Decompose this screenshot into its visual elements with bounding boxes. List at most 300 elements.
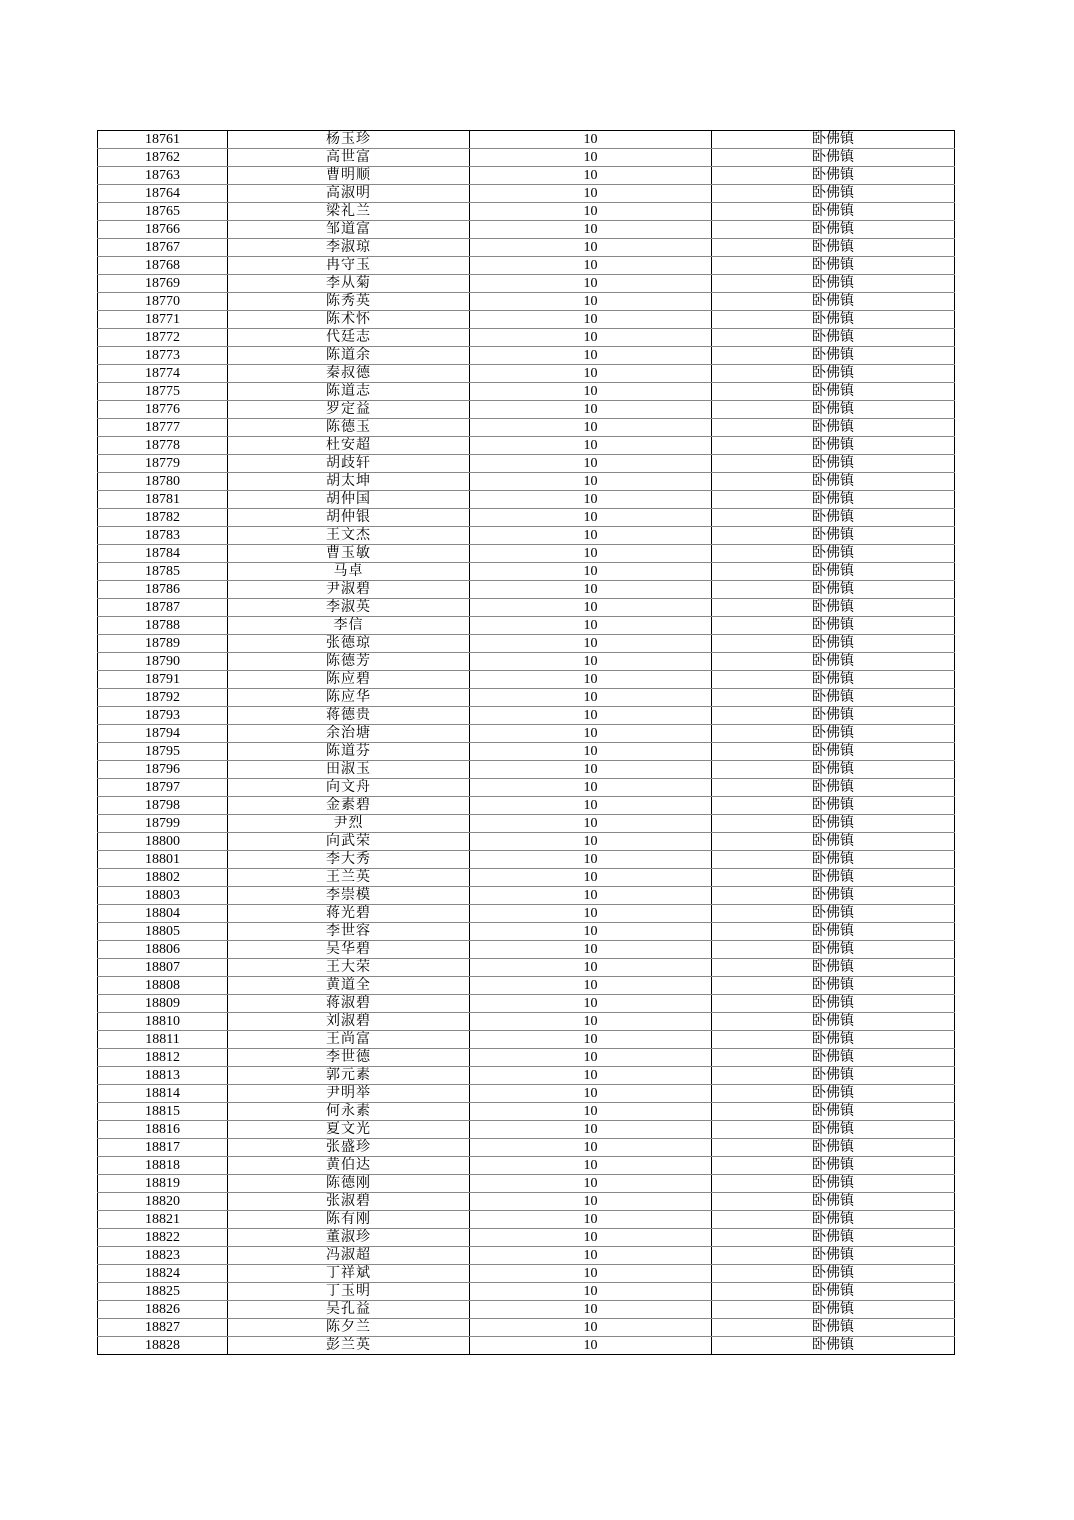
row-name-cell: 彭兰英 bbox=[228, 1337, 470, 1355]
row-amount-cell: 10 bbox=[470, 401, 712, 419]
row-id-cell: 18824 bbox=[98, 1265, 228, 1283]
row-id-cell: 18799 bbox=[98, 815, 228, 833]
row-town-cell: 卧佛镇 bbox=[712, 455, 955, 473]
row-amount-cell: 10 bbox=[470, 239, 712, 257]
row-id-cell: 18776 bbox=[98, 401, 228, 419]
row-name-cell: 高世富 bbox=[228, 149, 470, 167]
row-id-cell: 18828 bbox=[98, 1337, 228, 1355]
row-id-cell: 18808 bbox=[98, 977, 228, 995]
row-id-cell: 18781 bbox=[98, 491, 228, 509]
row-town-cell: 卧佛镇 bbox=[712, 779, 955, 797]
row-amount-cell: 10 bbox=[470, 869, 712, 887]
row-id-cell: 18780 bbox=[98, 473, 228, 491]
row-name-cell: 吴华碧 bbox=[228, 941, 470, 959]
table-row bbox=[98, 1139, 955, 1157]
table-row bbox=[98, 1103, 955, 1121]
row-amount-cell: 10 bbox=[470, 797, 712, 815]
row-name-cell: 胡歧轩 bbox=[228, 455, 470, 473]
row-town-cell: 卧佛镇 bbox=[712, 293, 955, 311]
row-town-cell: 卧佛镇 bbox=[712, 671, 955, 689]
row-amount-cell: 10 bbox=[470, 131, 712, 149]
row-name-cell: 陈术怀 bbox=[228, 311, 470, 329]
row-name-cell: 胡太坤 bbox=[228, 473, 470, 491]
table-row bbox=[98, 689, 955, 707]
row-town-cell: 卧佛镇 bbox=[712, 509, 955, 527]
row-id-cell: 18774 bbox=[98, 365, 228, 383]
row-town-cell: 卧佛镇 bbox=[712, 203, 955, 221]
row-town-cell: 卧佛镇 bbox=[712, 419, 955, 437]
row-amount-cell: 10 bbox=[470, 887, 712, 905]
table-row bbox=[98, 1049, 955, 1067]
row-amount-cell: 10 bbox=[470, 959, 712, 977]
table-row bbox=[98, 581, 955, 599]
row-name-cell: 李信 bbox=[228, 617, 470, 635]
row-town-cell: 卧佛镇 bbox=[712, 383, 955, 401]
row-amount-cell: 10 bbox=[470, 383, 712, 401]
row-amount-cell: 10 bbox=[470, 905, 712, 923]
row-amount-cell: 10 bbox=[470, 1067, 712, 1085]
row-amount-cell: 10 bbox=[470, 1013, 712, 1031]
table-row bbox=[98, 1229, 955, 1247]
table-row bbox=[98, 455, 955, 473]
row-id-cell: 18779 bbox=[98, 455, 228, 473]
row-name-cell: 陈道芬 bbox=[228, 743, 470, 761]
row-name-cell: 张淑碧 bbox=[228, 1193, 470, 1211]
row-name-cell: 刘淑碧 bbox=[228, 1013, 470, 1031]
row-amount-cell: 10 bbox=[470, 1121, 712, 1139]
row-amount-cell: 10 bbox=[470, 1175, 712, 1193]
row-town-cell: 卧佛镇 bbox=[712, 275, 955, 293]
row-id-cell: 18809 bbox=[98, 995, 228, 1013]
row-amount-cell: 10 bbox=[470, 941, 712, 959]
row-amount-cell: 10 bbox=[470, 221, 712, 239]
row-amount-cell: 10 bbox=[470, 617, 712, 635]
table-row bbox=[98, 1247, 955, 1265]
row-town-cell: 卧佛镇 bbox=[712, 977, 955, 995]
row-id-cell: 18764 bbox=[98, 185, 228, 203]
row-id-cell: 18782 bbox=[98, 509, 228, 527]
row-id-cell: 18794 bbox=[98, 725, 228, 743]
table-row bbox=[98, 743, 955, 761]
row-name-cell: 罗定益 bbox=[228, 401, 470, 419]
row-amount-cell: 10 bbox=[470, 1211, 712, 1229]
row-town-cell: 卧佛镇 bbox=[712, 563, 955, 581]
row-name-cell: 丁玉明 bbox=[228, 1283, 470, 1301]
row-id-cell: 18811 bbox=[98, 1031, 228, 1049]
row-name-cell: 杨玉珍 bbox=[228, 131, 470, 149]
row-amount-cell: 10 bbox=[470, 1049, 712, 1067]
row-id-cell: 18804 bbox=[98, 905, 228, 923]
row-town-cell: 卧佛镇 bbox=[712, 1031, 955, 1049]
table-row bbox=[98, 401, 955, 419]
row-id-cell: 18763 bbox=[98, 167, 228, 185]
table-row bbox=[98, 257, 955, 275]
row-id-cell: 18787 bbox=[98, 599, 228, 617]
row-name-cell: 冉守玉 bbox=[228, 257, 470, 275]
table-row bbox=[98, 1283, 955, 1301]
table-row bbox=[98, 1121, 955, 1139]
row-id-cell: 18805 bbox=[98, 923, 228, 941]
table-row bbox=[98, 1175, 955, 1193]
row-id-cell: 18770 bbox=[98, 293, 228, 311]
row-id-cell: 18826 bbox=[98, 1301, 228, 1319]
row-amount-cell: 10 bbox=[470, 203, 712, 221]
row-town-cell: 卧佛镇 bbox=[712, 1247, 955, 1265]
table-row bbox=[98, 761, 955, 779]
row-name-cell: 李淑英 bbox=[228, 599, 470, 617]
row-id-cell: 18823 bbox=[98, 1247, 228, 1265]
row-amount-cell: 10 bbox=[470, 653, 712, 671]
row-name-cell: 丁祥斌 bbox=[228, 1265, 470, 1283]
row-amount-cell: 10 bbox=[470, 275, 712, 293]
table-row bbox=[98, 905, 955, 923]
row-name-cell: 陈德芳 bbox=[228, 653, 470, 671]
row-amount-cell: 10 bbox=[470, 1337, 712, 1355]
row-id-cell: 18827 bbox=[98, 1319, 228, 1337]
row-town-cell: 卧佛镇 bbox=[712, 1193, 955, 1211]
row-name-cell: 李世容 bbox=[228, 923, 470, 941]
row-name-cell: 李世德 bbox=[228, 1049, 470, 1067]
row-name-cell: 尹明举 bbox=[228, 1085, 470, 1103]
table-row bbox=[98, 1301, 955, 1319]
row-town-cell: 卧佛镇 bbox=[712, 1139, 955, 1157]
row-amount-cell: 10 bbox=[470, 779, 712, 797]
row-name-cell: 郭元素 bbox=[228, 1067, 470, 1085]
row-town-cell: 卧佛镇 bbox=[712, 329, 955, 347]
row-town-cell: 卧佛镇 bbox=[712, 851, 955, 869]
row-id-cell: 18772 bbox=[98, 329, 228, 347]
row-town-cell: 卧佛镇 bbox=[712, 1319, 955, 1337]
row-name-cell: 何永素 bbox=[228, 1103, 470, 1121]
row-name-cell: 胡仲国 bbox=[228, 491, 470, 509]
row-id-cell: 18820 bbox=[98, 1193, 228, 1211]
row-town-cell: 卧佛镇 bbox=[712, 1013, 955, 1031]
row-name-cell: 陈应华 bbox=[228, 689, 470, 707]
row-amount-cell: 10 bbox=[470, 977, 712, 995]
table-row bbox=[98, 923, 955, 941]
table-row bbox=[98, 1193, 955, 1211]
row-amount-cell: 10 bbox=[470, 329, 712, 347]
row-amount-cell: 10 bbox=[470, 851, 712, 869]
row-town-cell: 卧佛镇 bbox=[712, 905, 955, 923]
table-row bbox=[98, 167, 955, 185]
row-name-cell: 陈道余 bbox=[228, 347, 470, 365]
row-name-cell: 杜安超 bbox=[228, 437, 470, 455]
row-town-cell: 卧佛镇 bbox=[712, 797, 955, 815]
row-town-cell: 卧佛镇 bbox=[712, 869, 955, 887]
row-amount-cell: 10 bbox=[470, 473, 712, 491]
table-row bbox=[98, 1013, 955, 1031]
row-town-cell: 卧佛镇 bbox=[712, 221, 955, 239]
table-row bbox=[98, 1319, 955, 1337]
row-name-cell: 田淑玉 bbox=[228, 761, 470, 779]
row-amount-cell: 10 bbox=[470, 1139, 712, 1157]
row-amount-cell: 10 bbox=[470, 185, 712, 203]
table-row bbox=[98, 491, 955, 509]
row-amount-cell: 10 bbox=[470, 257, 712, 275]
row-amount-cell: 10 bbox=[470, 1265, 712, 1283]
row-id-cell: 18790 bbox=[98, 653, 228, 671]
table-row bbox=[98, 833, 955, 851]
row-amount-cell: 10 bbox=[470, 509, 712, 527]
row-town-cell: 卧佛镇 bbox=[712, 311, 955, 329]
row-name-cell: 王文杰 bbox=[228, 527, 470, 545]
row-town-cell: 卧佛镇 bbox=[712, 1049, 955, 1067]
row-amount-cell: 10 bbox=[470, 437, 712, 455]
row-id-cell: 18812 bbox=[98, 1049, 228, 1067]
row-id-cell: 18813 bbox=[98, 1067, 228, 1085]
row-amount-cell: 10 bbox=[470, 527, 712, 545]
table-row bbox=[98, 311, 955, 329]
row-town-cell: 卧佛镇 bbox=[712, 365, 955, 383]
row-town-cell: 卧佛镇 bbox=[712, 131, 955, 149]
row-id-cell: 18784 bbox=[98, 545, 228, 563]
row-town-cell: 卧佛镇 bbox=[712, 599, 955, 617]
row-name-cell: 陈夕兰 bbox=[228, 1319, 470, 1337]
row-name-cell: 王兰英 bbox=[228, 869, 470, 887]
row-town-cell: 卧佛镇 bbox=[712, 1283, 955, 1301]
table-row bbox=[98, 977, 955, 995]
table-row bbox=[98, 149, 955, 167]
table-row bbox=[98, 131, 955, 149]
table-row bbox=[98, 239, 955, 257]
row-name-cell: 李淑琼 bbox=[228, 239, 470, 257]
row-id-cell: 18793 bbox=[98, 707, 228, 725]
table-row bbox=[98, 995, 955, 1013]
row-town-cell: 卧佛镇 bbox=[712, 473, 955, 491]
row-id-cell: 18765 bbox=[98, 203, 228, 221]
row-name-cell: 张盛珍 bbox=[228, 1139, 470, 1157]
row-id-cell: 18806 bbox=[98, 941, 228, 959]
row-id-cell: 18762 bbox=[98, 149, 228, 167]
table-row bbox=[98, 725, 955, 743]
row-name-cell: 陈应碧 bbox=[228, 671, 470, 689]
row-town-cell: 卧佛镇 bbox=[712, 689, 955, 707]
row-name-cell: 胡仲银 bbox=[228, 509, 470, 527]
table-row bbox=[98, 707, 955, 725]
row-town-cell: 卧佛镇 bbox=[712, 815, 955, 833]
table-row bbox=[98, 527, 955, 545]
row-town-cell: 卧佛镇 bbox=[712, 1067, 955, 1085]
row-amount-cell: 10 bbox=[470, 1193, 712, 1211]
row-id-cell: 18773 bbox=[98, 347, 228, 365]
row-town-cell: 卧佛镇 bbox=[712, 527, 955, 545]
row-name-cell: 金素碧 bbox=[228, 797, 470, 815]
row-name-cell: 高淑明 bbox=[228, 185, 470, 203]
row-id-cell: 18777 bbox=[98, 419, 228, 437]
row-id-cell: 18814 bbox=[98, 1085, 228, 1103]
row-id-cell: 18769 bbox=[98, 275, 228, 293]
table-row bbox=[98, 1337, 955, 1355]
row-name-cell: 余治塘 bbox=[228, 725, 470, 743]
row-amount-cell: 10 bbox=[470, 1085, 712, 1103]
table-row bbox=[98, 599, 955, 617]
row-amount-cell: 10 bbox=[470, 1103, 712, 1121]
row-name-cell: 李崇模 bbox=[228, 887, 470, 905]
row-name-cell: 曹明顺 bbox=[228, 167, 470, 185]
row-amount-cell: 10 bbox=[470, 1031, 712, 1049]
row-town-cell: 卧佛镇 bbox=[712, 1157, 955, 1175]
row-name-cell: 蒋德贵 bbox=[228, 707, 470, 725]
row-id-cell: 18810 bbox=[98, 1013, 228, 1031]
table-row bbox=[98, 1085, 955, 1103]
row-id-cell: 18783 bbox=[98, 527, 228, 545]
row-id-cell: 18802 bbox=[98, 869, 228, 887]
row-amount-cell: 10 bbox=[470, 491, 712, 509]
row-name-cell: 冯淑超 bbox=[228, 1247, 470, 1265]
row-amount-cell: 10 bbox=[470, 347, 712, 365]
row-amount-cell: 10 bbox=[470, 365, 712, 383]
row-town-cell: 卧佛镇 bbox=[712, 833, 955, 851]
row-id-cell: 18766 bbox=[98, 221, 228, 239]
row-town-cell: 卧佛镇 bbox=[712, 1265, 955, 1283]
row-town-cell: 卧佛镇 bbox=[712, 635, 955, 653]
row-amount-cell: 10 bbox=[470, 671, 712, 689]
row-name-cell: 陈有刚 bbox=[228, 1211, 470, 1229]
row-id-cell: 18801 bbox=[98, 851, 228, 869]
table-row bbox=[98, 1211, 955, 1229]
row-id-cell: 18807 bbox=[98, 959, 228, 977]
row-name-cell: 邹道富 bbox=[228, 221, 470, 239]
table-row bbox=[98, 275, 955, 293]
row-town-cell: 卧佛镇 bbox=[712, 995, 955, 1013]
row-town-cell: 卧佛镇 bbox=[712, 347, 955, 365]
row-name-cell: 向文舟 bbox=[228, 779, 470, 797]
row-town-cell: 卧佛镇 bbox=[712, 1301, 955, 1319]
table-row bbox=[98, 653, 955, 671]
table-row bbox=[98, 509, 955, 527]
row-name-cell: 尹淑碧 bbox=[228, 581, 470, 599]
row-town-cell: 卧佛镇 bbox=[712, 167, 955, 185]
row-amount-cell: 10 bbox=[470, 599, 712, 617]
row-amount-cell: 10 bbox=[470, 1157, 712, 1175]
row-town-cell: 卧佛镇 bbox=[712, 1229, 955, 1247]
row-name-cell: 蒋光碧 bbox=[228, 905, 470, 923]
row-amount-cell: 10 bbox=[470, 581, 712, 599]
row-town-cell: 卧佛镇 bbox=[712, 239, 955, 257]
row-town-cell: 卧佛镇 bbox=[712, 1085, 955, 1103]
row-name-cell: 张德琼 bbox=[228, 635, 470, 653]
row-id-cell: 18771 bbox=[98, 311, 228, 329]
row-id-cell: 18817 bbox=[98, 1139, 228, 1157]
row-amount-cell: 10 bbox=[470, 419, 712, 437]
row-town-cell: 卧佛镇 bbox=[712, 707, 955, 725]
row-name-cell: 秦叔德 bbox=[228, 365, 470, 383]
row-amount-cell: 10 bbox=[470, 1301, 712, 1319]
table-row bbox=[98, 293, 955, 311]
row-id-cell: 18761 bbox=[98, 131, 228, 149]
row-town-cell: 卧佛镇 bbox=[712, 401, 955, 419]
row-town-cell: 卧佛镇 bbox=[712, 887, 955, 905]
table-row bbox=[98, 851, 955, 869]
table-row bbox=[98, 635, 955, 653]
row-id-cell: 18798 bbox=[98, 797, 228, 815]
row-town-cell: 卧佛镇 bbox=[712, 653, 955, 671]
table-row bbox=[98, 869, 955, 887]
row-amount-cell: 10 bbox=[470, 1229, 712, 1247]
row-name-cell: 董淑珍 bbox=[228, 1229, 470, 1247]
row-town-cell: 卧佛镇 bbox=[712, 761, 955, 779]
table-row bbox=[98, 347, 955, 365]
row-amount-cell: 10 bbox=[470, 815, 712, 833]
table-row bbox=[98, 887, 955, 905]
row-name-cell: 陈德玉 bbox=[228, 419, 470, 437]
table-row bbox=[98, 779, 955, 797]
row-town-cell: 卧佛镇 bbox=[712, 1121, 955, 1139]
row-id-cell: 18818 bbox=[98, 1157, 228, 1175]
row-amount-cell: 10 bbox=[470, 689, 712, 707]
row-id-cell: 18815 bbox=[98, 1103, 228, 1121]
row-name-cell: 黄道全 bbox=[228, 977, 470, 995]
row-id-cell: 18778 bbox=[98, 437, 228, 455]
row-amount-cell: 10 bbox=[470, 1283, 712, 1301]
table-row bbox=[98, 617, 955, 635]
row-name-cell: 马卓 bbox=[228, 563, 470, 581]
row-amount-cell: 10 bbox=[470, 563, 712, 581]
table-row bbox=[98, 815, 955, 833]
row-name-cell: 王尚富 bbox=[228, 1031, 470, 1049]
row-name-cell: 王大荣 bbox=[228, 959, 470, 977]
row-town-cell: 卧佛镇 bbox=[712, 257, 955, 275]
row-id-cell: 18797 bbox=[98, 779, 228, 797]
table-row bbox=[98, 545, 955, 563]
row-name-cell: 陈道志 bbox=[228, 383, 470, 401]
table-row bbox=[98, 671, 955, 689]
row-town-cell: 卧佛镇 bbox=[712, 491, 955, 509]
table-row bbox=[98, 473, 955, 491]
table-row bbox=[98, 437, 955, 455]
row-amount-cell: 10 bbox=[470, 1247, 712, 1265]
row-town-cell: 卧佛镇 bbox=[712, 1175, 955, 1193]
row-id-cell: 18767 bbox=[98, 239, 228, 257]
table-row bbox=[98, 221, 955, 239]
row-id-cell: 18795 bbox=[98, 743, 228, 761]
row-id-cell: 18788 bbox=[98, 617, 228, 635]
row-name-cell: 陈秀英 bbox=[228, 293, 470, 311]
table-body bbox=[98, 131, 955, 1355]
row-id-cell: 18825 bbox=[98, 1283, 228, 1301]
table-row bbox=[98, 1265, 955, 1283]
row-amount-cell: 10 bbox=[470, 455, 712, 473]
table-row bbox=[98, 1067, 955, 1085]
table-row bbox=[98, 185, 955, 203]
table-row bbox=[98, 419, 955, 437]
row-town-cell: 卧佛镇 bbox=[712, 617, 955, 635]
row-id-cell: 18796 bbox=[98, 761, 228, 779]
row-town-cell: 卧佛镇 bbox=[712, 581, 955, 599]
row-id-cell: 18775 bbox=[98, 383, 228, 401]
table-row bbox=[98, 563, 955, 581]
row-name-cell: 代廷志 bbox=[228, 329, 470, 347]
row-town-cell: 卧佛镇 bbox=[712, 743, 955, 761]
table-row bbox=[98, 941, 955, 959]
row-id-cell: 18768 bbox=[98, 257, 228, 275]
row-id-cell: 18785 bbox=[98, 563, 228, 581]
row-id-cell: 18819 bbox=[98, 1175, 228, 1193]
row-name-cell: 尹烈 bbox=[228, 815, 470, 833]
row-name-cell: 吴孔益 bbox=[228, 1301, 470, 1319]
row-town-cell: 卧佛镇 bbox=[712, 1103, 955, 1121]
row-town-cell: 卧佛镇 bbox=[712, 149, 955, 167]
row-name-cell: 李从菊 bbox=[228, 275, 470, 293]
row-amount-cell: 10 bbox=[470, 743, 712, 761]
row-name-cell: 李大秀 bbox=[228, 851, 470, 869]
row-town-cell: 卧佛镇 bbox=[712, 941, 955, 959]
table-row bbox=[98, 203, 955, 221]
row-name-cell: 夏文光 bbox=[228, 1121, 470, 1139]
table-row bbox=[98, 1031, 955, 1049]
row-amount-cell: 10 bbox=[470, 311, 712, 329]
